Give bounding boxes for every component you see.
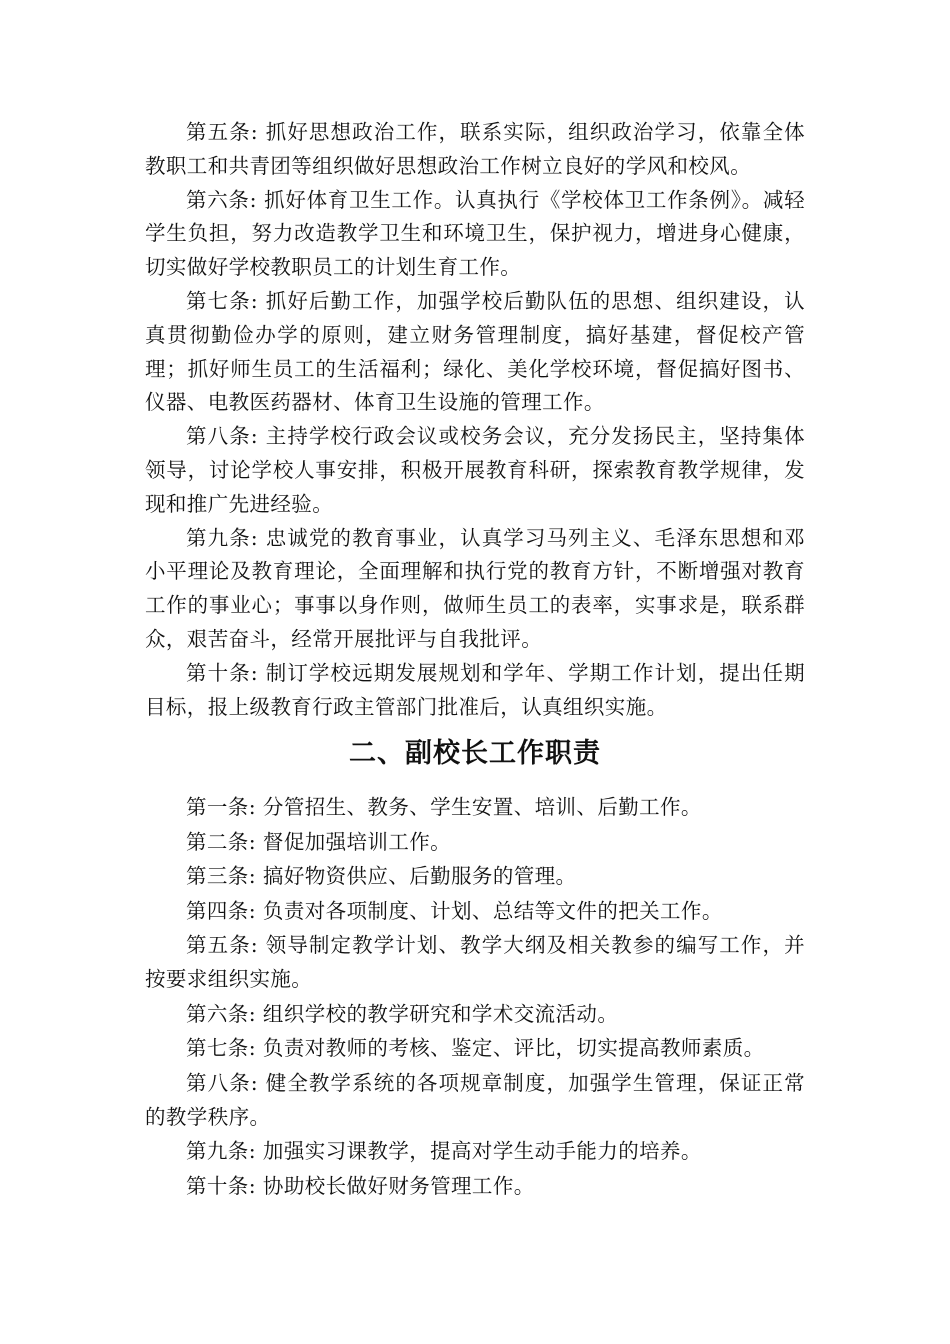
principal-duties-section <box>145 116 805 724</box>
vp-article-10-paragraph: 第十条: 协助校长做好财务管理工作。 <box>186 1173 535 1198</box>
article-5-paragraph: 第五条: 抓好思想政治工作，联系实际，组织政治学习，依靠全体教职工和共青团等组织做好思想政治工作树立良好的学风和校风。 <box>145 120 805 178</box>
vice-principal-duties-section <box>145 790 805 1203</box>
vp-article-3-paragraph: 第三条: 搞好物资供应、后勤服务的管理。 <box>186 864 577 889</box>
vp-article-8-paragraph: 第八条: 健全教学系统的各项规章制度，加强学生管理，保证正常的教学秩序。 <box>145 1070 805 1129</box>
vp-article-2-paragraph: 第二条: 督促加强培训工作。 <box>186 829 452 854</box>
article-9-paragraph: 第九条: 忠诚党的教育事业，认真学习马列主义、毛泽东思想和邓小平理论及教育理论，全面理解和执行党的教育方针，不断增强对教育工作的事业心；事事以身作则，做师生员工的表率，实事求是，联系群众，艰苦奋斗，经常开展批评与自我批评。 <box>145 525 805 651</box>
article-10-paragraph: 第十条: 制订学校远期发展规划和学年、学期工作计划，提出任期目标，报上级教育行政主管部门批准后，认真组织实施。 <box>145 660 805 719</box>
document-page <box>145 116 805 1203</box>
article-6-paragraph: 第六条: 抓好体育卫生工作。认真执行《学校体卫工作条例》。减轻学生负担，努力改造教学卫生和环境卫生，保护视力，增进身心健康，切实做好学校教职员工的计划生育工作。 <box>145 187 805 280</box>
vp-article-9-paragraph: 第九条: 加强实习课教学，提高对学生动手能力的培养。 <box>186 1139 702 1164</box>
vp-article-7-paragraph: 第七条: 负责对教师的考核、鉴定、评比，切实提高教师素质。 <box>186 1036 765 1061</box>
vp-article-1-paragraph: 第一条: 分管招生、教务、学生安置、培训、后勤工作。 <box>186 795 702 820</box>
vp-article-6-paragraph: 第六条: 组织学校的教学研究和学术交流活动。 <box>186 1001 619 1026</box>
article-7-paragraph: 第七条: 抓好后勤工作，加强学校后勤队伍的思想、组织建设，认真贯彻勤俭办学的原则，建立财务管理制度，搞好基建，督促校产管理；抓好师生员工的生活福利；绿化、美化学校环境，督促搞好图书、仪器、电教医药器材、体育卫生设施的管理工作。 <box>145 288 805 415</box>
section-heading: 二、副校长工作职责 <box>349 738 601 770</box>
vp-article-5-paragraph: 第五条: 领导制定教学计划、教学大纲及相关教参的编写工作，并按要求组织实施。 <box>145 932 805 992</box>
vp-article-4-paragraph: 第四条: 负责对各项制度、计划、总结等文件的把关工作。 <box>186 898 723 923</box>
article-8-paragraph: 第八条: 主持学校行政会议或校务会议，充分发扬民主，坚持集体领导，讨论学校人事安排，积极开展教育科研，探索教育教学规律，发现和推广先进经验。 <box>145 424 805 516</box>
